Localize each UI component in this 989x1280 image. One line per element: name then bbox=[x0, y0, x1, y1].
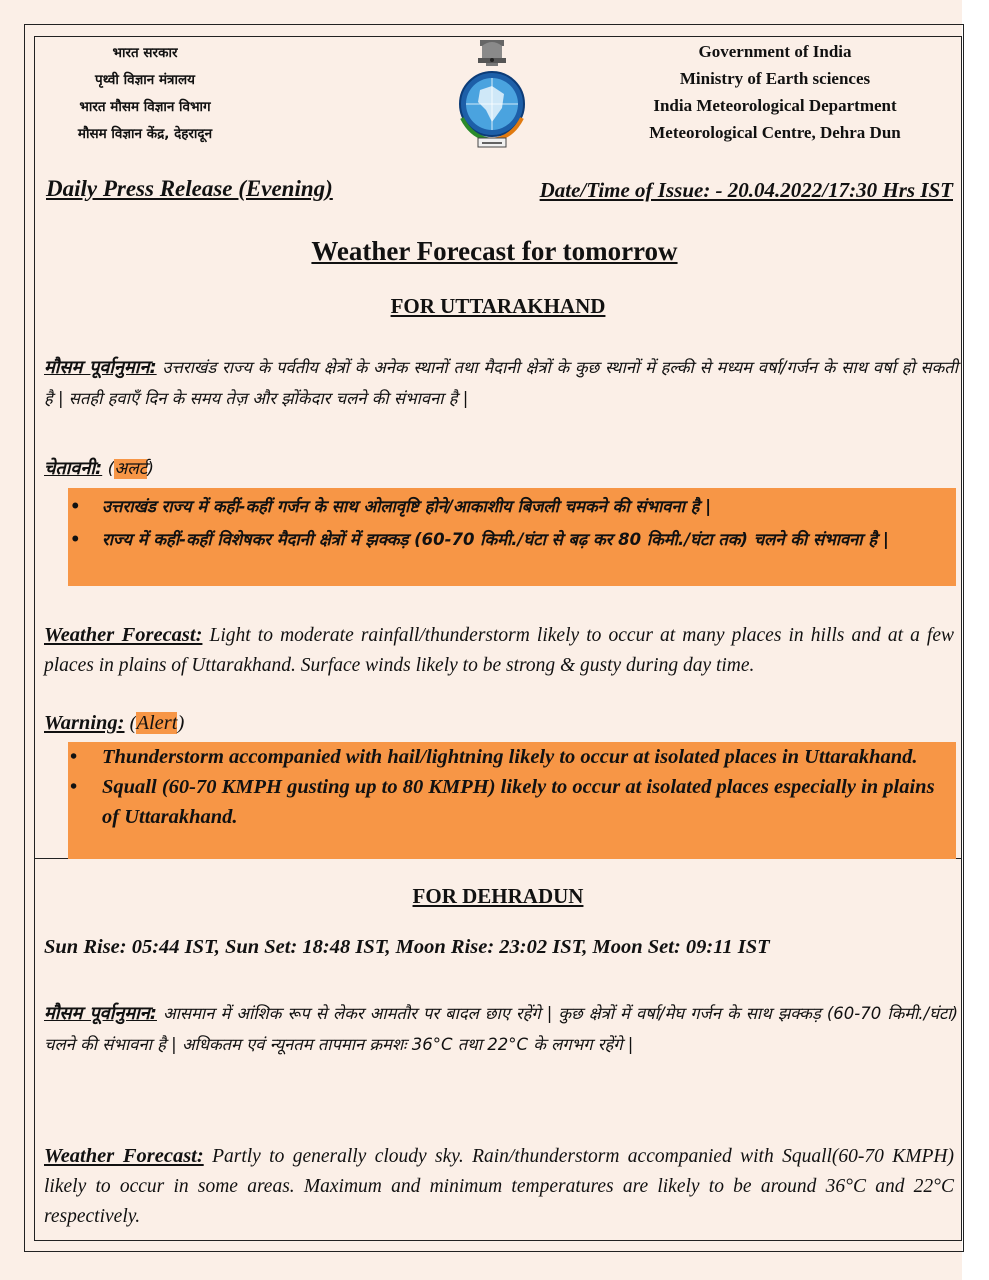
inner-border-left bbox=[34, 858, 35, 1240]
hindi-forecast-text: आसमान में आंशिक रूप से लेकर आमतौर पर बादल छाए रहेंगे | कुछ क्षेत्रों में वर्षा/मेघ गर्जन के साथ झक्कड़ (60-70 किमी./घंटा) चलने की संभावना है | अधिकतम एवं न्यूनतम तापमान क्रमशः 36°C तथा 22°C के लगभग रहेंगे | bbox=[44, 1004, 959, 1054]
hindi-warning-label: चेतावनी: bbox=[44, 458, 103, 479]
english-warning-open: ( bbox=[124, 712, 137, 734]
hindi-header-line: भारत मौसम विज्ञान विभाग bbox=[79, 99, 211, 115]
inner-border-top bbox=[34, 36, 962, 860]
english-forecast-text: Light to moderate rainfall/thunderstorm likely to occur at many places in hills and at a few places in plains of Uttarakhand. Surface winds likely to be strong & gusty during day time. bbox=[44, 625, 955, 676]
press-release-title: Daily Press Release (Evening) bbox=[46, 176, 333, 201]
english-warning-list bbox=[68, 742, 938, 832]
english-warning-label: Warning: bbox=[44, 712, 125, 734]
english-forecast-label: Weather Forecast: bbox=[44, 1145, 204, 1167]
hindi-warning-open: ( bbox=[102, 459, 115, 479]
hindi-forecast-label: मौसम पूर्वानुमान: bbox=[44, 1003, 157, 1024]
english-forecast-label: Weather Forecast: bbox=[44, 624, 203, 646]
list-item: • Thunderstorm accompanied with hail/lightning likely to occur at isolated places in Uttarakhand. bbox=[68, 742, 938, 772]
hindi-header-line: पृथ्वी विज्ञान मंत्रालय bbox=[95, 72, 195, 88]
english-alert-badge: Alert bbox=[136, 712, 178, 734]
dehradun-heading: FOR DEHRADUN bbox=[412, 884, 584, 908]
english-header bbox=[600, 38, 950, 146]
english-header-line: Government of India bbox=[698, 42, 852, 61]
list-item: • उत्तराखंड राज्य में कहीं-कहीं गर्जन के साथ ओलावृष्टि होने/आकाशीय बिजली चमकने की संभावना है | bbox=[68, 490, 938, 523]
hindi-header-line: मौसम विज्ञान केंद्र, देहरादून bbox=[77, 126, 213, 142]
page-margin bbox=[962, 0, 989, 1280]
uttarakhand-hindi-forecast bbox=[44, 352, 958, 414]
hindi-header bbox=[40, 40, 250, 148]
imd-emblem-icon bbox=[452, 38, 532, 150]
list-item: • Squall (60-70 KMPH gusting up to 80 KMPH) likely to occur at isolated places especially in plains of Uttarakhand. bbox=[68, 772, 938, 832]
inner-border-right bbox=[961, 858, 962, 1240]
hindi-forecast-text: उत्तराखंड राज्य के पर्वतीय क्षेत्रों के अनेक स्थानों तथा मैदानी क्षेत्रों के कुछ स्थानों में हल्की से मध्यम वर्षा/गर्जन के साथ वर्षा हो सकती है | सतही हवाएँ दिन के समय तेज़ और झोंकेदार चलने की संभावना है | bbox=[44, 358, 958, 408]
list-item: • राज्य में कहीं-कहीं विशेषकर मैदानी क्षेत्रों में झक्कड़ (60-70 किमी./घंटा से बढ़ कर 80 किमी./घंटा तक) चलने की संभावना है | bbox=[68, 523, 938, 556]
hindi-forecast-label: मौसम पूर्वानुमान: bbox=[44, 357, 157, 378]
sun-moon-times: Sun Rise: 05:44 IST, Sun Set: 18:48 IST, Moon Rise: 23:02 IST, Moon Set: 09:11 IST bbox=[44, 936, 770, 958]
hindi-warning-list bbox=[68, 490, 938, 556]
english-header-line: Meteorological Centre, Dehra Dun bbox=[649, 123, 901, 142]
uttarakhand-hindi-warning bbox=[44, 456, 154, 480]
hindi-alert-badge: अलर्ट bbox=[114, 459, 148, 479]
page-title: Weather Forecast for tomorrow bbox=[311, 236, 678, 266]
english-header-line: Ministry of Earth sciences bbox=[679, 69, 871, 88]
issue-datetime: Date/Time of Issue: - 20.04.2022/17:30 Hrs IST bbox=[539, 178, 953, 202]
uttarakhand-english-warning bbox=[44, 712, 184, 735]
inner-border-bottom bbox=[34, 1240, 962, 1241]
dehradun-english-forecast bbox=[44, 1141, 954, 1232]
uttarakhand-english-forecast bbox=[44, 620, 954, 681]
hindi-header-line: भारत सरकार bbox=[112, 45, 178, 61]
dehradun-hindi-forecast bbox=[44, 998, 958, 1060]
hindi-warning-close: ) bbox=[147, 459, 154, 479]
uttarakhand-heading: FOR UTTARAKHAND bbox=[390, 294, 606, 318]
english-header-line: India Meteorological Department bbox=[653, 96, 897, 115]
english-warning-close: ) bbox=[177, 712, 185, 734]
english-forecast-text: Partly to generally cloudy sky. Rain/thunderstorm accompanied with Squall(60-70 KMPH) likely to occur in some areas. Maximum and minimum temperatures are likely to be around 36°C and 22°C respectively. bbox=[44, 1146, 955, 1227]
